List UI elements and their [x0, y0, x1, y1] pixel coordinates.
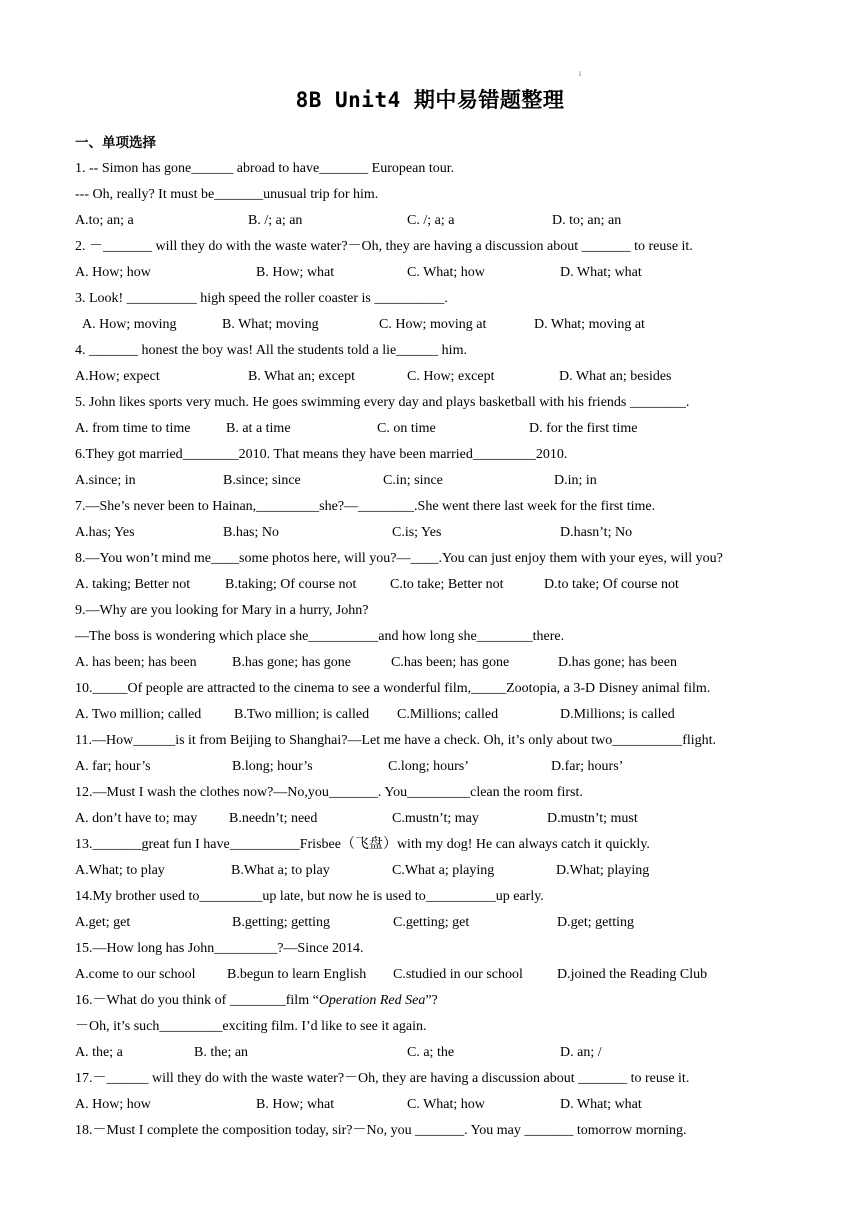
option-a: A.come to our school — [75, 967, 196, 982]
option-b: B.taking; Of course not — [225, 577, 357, 592]
answer-options — [75, 1092, 815, 1118]
question-text: 1. -- Simon has gone______ abroad to have_______ European tour. — [75, 161, 455, 176]
option-d: D.mustn’t; must — [547, 811, 638, 826]
option-a: A. How; moving — [82, 317, 177, 332]
option-d: D. What; what — [560, 1097, 642, 1112]
option-b: B.Two million; is called — [234, 707, 370, 722]
answer-options — [75, 416, 815, 442]
question-text — [75, 988, 815, 1014]
answer-options — [75, 754, 815, 780]
option-b: B.needn’t; need — [229, 811, 318, 826]
answer-options — [75, 858, 815, 884]
option-b: B.begun to learn English — [227, 967, 367, 982]
option-c: C. What; how — [407, 265, 485, 280]
option-d: D.joined the Reading Club — [557, 967, 708, 982]
section-heading: 一、单项选择 — [75, 135, 156, 151]
option-a: A.How; expect — [75, 369, 160, 384]
option-c: C.Millions; called — [397, 707, 499, 722]
option-d: D.to take; Of course not — [544, 577, 679, 592]
answer-options — [75, 364, 815, 390]
option-d: D.has gone; has been — [558, 655, 677, 670]
option-b: B. /; a; an — [248, 213, 303, 228]
option-a: A. How; how — [75, 265, 151, 280]
question-text: 2. －_______ will they do with the waste water?－Oh, they are having a discussion about _______ to reuse it. — [75, 239, 693, 254]
option-b: B. How; what — [256, 265, 335, 280]
option-b: B. the; an — [194, 1045, 249, 1060]
option-b: B. at a time — [226, 421, 291, 436]
answer-options — [75, 260, 815, 286]
option-a: A. Two million; called — [75, 707, 202, 722]
question-text: 15.—How long has John_________?—Since 2014. — [75, 941, 364, 956]
answer-options — [75, 312, 815, 338]
option-c: C. How; moving at — [379, 317, 487, 332]
option-a: A. the; a — [75, 1045, 123, 1060]
question-text: 8.—You won’t mind me____some photos here, will you?—____.You can just enjoy them with your eyes, will you? — [75, 551, 723, 566]
question-text: --- Oh, really? It must be_______unusual trip for him. — [75, 187, 379, 202]
answer-options — [75, 468, 815, 494]
option-c: C.mustn’t; may — [392, 811, 479, 826]
answer-options — [75, 520, 815, 546]
option-c: C.is; Yes — [392, 525, 442, 540]
option-d: D. for the first time — [529, 421, 638, 436]
option-a: A.get; get — [75, 915, 131, 930]
question-text: 12.—Must I wash the clothes now?—No,you_______. You_________clean the room first. — [75, 785, 583, 800]
option-d: D. What an; besides — [559, 369, 672, 384]
option-c: C. /; a; a — [407, 213, 455, 228]
question-text: 10._____Of people are attracted to the cinema to see a wonderful film,_____Zootopia, a 3-D Disney animal film. — [75, 681, 711, 696]
option-a: A. taking; Better not — [75, 577, 191, 592]
option-c: C.to take; Better not — [390, 577, 504, 592]
answer-options — [75, 702, 815, 728]
option-b: B.getting; getting — [232, 915, 330, 930]
option-d: D. an; / — [560, 1045, 602, 1060]
option-c: C. What; how — [407, 1097, 485, 1112]
option-c: C.has been; has gone — [391, 655, 510, 670]
question-text: 9.—Why are you looking for Mary in a hurry, John? — [75, 603, 369, 618]
option-b: B.long; hour’s — [232, 759, 313, 774]
question-text: 18.－Must I complete the composition today, sir?－No, you _______. You may _______ tomorrow morning. — [75, 1123, 687, 1138]
option-a: A.to; an; a — [75, 213, 134, 228]
question-text: 17.－______ will they do with the waste water?－Oh, they are having a discussion about _______ to reuse it. — [75, 1071, 690, 1086]
corner-mark: i — [579, 70, 581, 78]
option-a: A.has; Yes — [75, 525, 135, 540]
question-text: 5. John likes sports very much. He goes swimming every day and plays basketball with his friends ________. — [75, 395, 690, 410]
option-b: B.has; No — [223, 525, 279, 540]
question-text: 11.—How______is it from Beijing to Shanghai?—Let me have a check. Oh, it’s only about two__________flight. — [75, 733, 717, 748]
film-title: Operation Red Sea — [318, 993, 426, 1008]
option-a: A. far; hour’s — [75, 759, 151, 774]
option-b: B. What an; except — [248, 369, 356, 384]
answer-options — [75, 1040, 815, 1066]
option-b: B. What; moving — [222, 317, 319, 332]
option-c: C.getting; get — [393, 915, 470, 930]
option-d: D. What; what — [560, 265, 642, 280]
answer-options — [75, 910, 815, 936]
question-text-part: 16.－What do you think of ________film “ — [75, 993, 319, 1008]
option-c: C.long; hours’ — [388, 759, 469, 774]
option-d: D.in; in — [554, 473, 597, 488]
question-list — [75, 156, 815, 1144]
option-b: B.has gone; has gone — [232, 655, 351, 670]
answer-options — [75, 572, 815, 598]
answer-options — [75, 650, 815, 676]
option-a: A. from time to time — [75, 421, 191, 436]
option-d: D.far; hours’ — [551, 759, 624, 774]
option-c: C. a; the — [407, 1045, 455, 1060]
option-c: C.in; since — [383, 473, 443, 488]
answer-options — [75, 208, 815, 234]
answer-options — [75, 806, 815, 832]
option-a: A.since; in — [75, 473, 136, 488]
question-text: 7.—She’s never been to Hainan,_________she?—________.She went there last week for the first time. — [75, 499, 656, 514]
option-b: B. How; what — [256, 1097, 335, 1112]
option-a: A.What; to play — [75, 863, 165, 878]
question-text: 14.My brother used to_________up late, but now he is used to__________up early. — [75, 889, 544, 904]
option-d: D. to; an; an — [552, 213, 622, 228]
question-text-part: ”? — [425, 993, 438, 1008]
option-b: B.since; since — [223, 473, 301, 488]
question-text: 4. _______ honest the boy was! All the students told a lie______ him. — [75, 343, 467, 358]
question-text: —The boss is wondering which place she__________and how long she________there. — [75, 629, 565, 644]
question-text: －Oh, it’s such_________exciting film. I’d like to see it again. — [75, 1019, 427, 1034]
option-c: C.What a; playing — [392, 863, 495, 878]
question-text: 13._______great fun I have__________Frisbee（飞盘）with my dog! He can always catch it quickly. — [75, 837, 650, 852]
option-a: A. don’t have to; may — [75, 811, 198, 826]
option-c: C. on time — [377, 421, 436, 436]
option-c: C.studied in our school — [393, 967, 523, 982]
option-a: A. has been; has been — [75, 655, 197, 670]
option-b: B.What a; to play — [231, 863, 330, 878]
option-d: D.get; getting — [557, 915, 634, 930]
option-d: D.Millions; is called — [560, 707, 675, 722]
option-d: D.What; playing — [556, 863, 650, 878]
option-d: D.hasn’t; No — [560, 525, 633, 540]
option-c: C. How; except — [407, 369, 495, 384]
option-a: A. How; how — [75, 1097, 151, 1112]
question-text: 3. Look! __________ high speed the roller coaster is __________. — [75, 291, 448, 306]
answer-options — [75, 962, 815, 988]
question-text: 6.They got married________2010. That means they have been married_________2010. — [75, 447, 568, 462]
document-title: 8B Unit4 期中易错题整理 — [295, 88, 565, 112]
option-d: D. What; moving at — [534, 317, 645, 332]
